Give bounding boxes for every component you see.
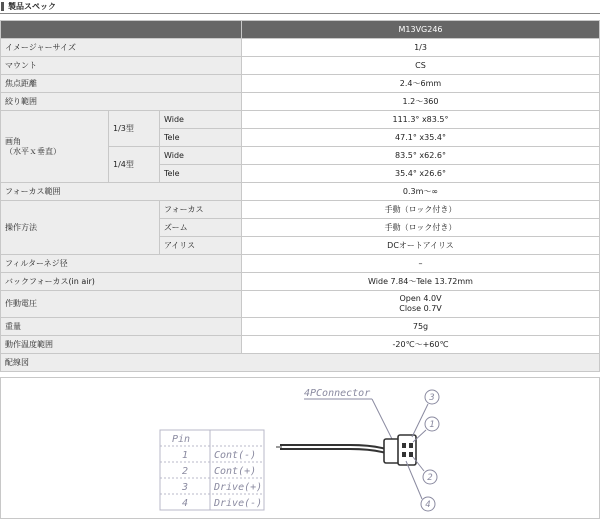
table-row <box>1 57 600 75</box>
wiring-label: 配線図 <box>1 354 600 372</box>
callout-number: 1 <box>429 420 435 430</box>
connector-icon <box>384 435 416 465</box>
row-label: 作動電圧 <box>1 291 242 318</box>
operation-label: 操作方法 <box>1 201 160 255</box>
row-value: 1.2～360 <box>242 93 600 111</box>
table-row <box>1 111 600 129</box>
row-value: 0.3m～∞ <box>242 183 600 201</box>
table-row <box>1 336 600 354</box>
model-name: M13VG246 <box>242 21 600 39</box>
row-label: バックフォーカス(in air) <box>1 273 242 291</box>
table-row <box>1 318 600 336</box>
table-row <box>1 291 600 318</box>
row-value: 2.4～6mm <box>242 75 600 93</box>
section-divider <box>0 13 600 14</box>
section-marker <box>1 2 4 11</box>
table-header-row <box>1 21 600 39</box>
section-header <box>0 0 600 14</box>
voltage-values <box>242 291 600 318</box>
row-value: 111.3° x83.5° <box>242 111 600 129</box>
pin-number: 4 <box>182 498 189 509</box>
voltage-open: Open 4.0V <box>399 294 442 303</box>
table-row <box>1 39 600 57</box>
row-value: – <box>242 255 600 273</box>
wiring-diagram <box>0 377 600 519</box>
zoom-label: ズーム <box>160 219 242 237</box>
row-label: マウント <box>1 57 242 75</box>
row-value: 75g <box>242 318 600 336</box>
tele-label: Tele <box>160 129 242 147</box>
spec-table <box>0 20 600 372</box>
voltage-close: Close 0.7V <box>399 304 442 313</box>
focus-label: フォーカス <box>160 201 242 219</box>
row-value: Wide 7.84～Tele 13.72mm <box>242 273 600 291</box>
row-value: 手動（ロック付き） <box>242 201 600 219</box>
pin-header: Pin <box>172 434 191 445</box>
sensor-1-3: 1/3型 <box>109 111 160 147</box>
pin-number: 3 <box>182 482 189 493</box>
pin-name: Drive(+) <box>214 482 263 493</box>
pin-name: Cont(-) <box>214 450 257 461</box>
angle-label-sub: （水平ｘ垂直） <box>5 146 61 156</box>
row-value: 83.5° x62.6° <box>242 147 600 165</box>
tele-label: Tele <box>160 165 242 183</box>
row-label: 絞り範囲 <box>1 93 242 111</box>
table-row <box>1 183 600 201</box>
section-title: 製品スペック <box>8 2 56 11</box>
table-row <box>1 354 600 372</box>
callout-number: 4 <box>425 500 431 510</box>
row-label: フォーカス範囲 <box>1 183 242 201</box>
pin-name: Cont(+) <box>214 466 257 477</box>
row-value: -20℃～+60℃ <box>242 336 600 354</box>
row-value: 手動（ロック付き） <box>242 219 600 237</box>
table-row <box>1 273 600 291</box>
row-value: 47.1° x35.4° <box>242 129 600 147</box>
row-value: 35.4° x26.6° <box>242 165 600 183</box>
row-value: 1/3 <box>242 39 600 57</box>
header-blank <box>1 21 242 39</box>
callout-number: 2 <box>427 473 433 483</box>
iris-label: アイリス <box>160 237 242 255</box>
row-value: CS <box>242 57 600 75</box>
wide-label: Wide <box>160 111 242 129</box>
table-row <box>1 75 600 93</box>
table-row <box>1 255 600 273</box>
pin-name: Drive(-) <box>214 498 263 509</box>
callout-number: 3 <box>429 393 435 403</box>
wide-label: Wide <box>160 147 242 165</box>
row-label: 動作温度範囲 <box>1 336 242 354</box>
row-label: フィルターネジ径 <box>1 255 242 273</box>
table-row <box>1 201 600 219</box>
table-row <box>1 93 600 111</box>
row-label: 重量 <box>1 318 242 336</box>
row-value: DCオートアイリス <box>242 237 600 255</box>
angle-label <box>1 111 109 183</box>
row-label: 焦点距離 <box>1 75 242 93</box>
pin-number: 1 <box>182 450 189 461</box>
connector-label: 4PConnector <box>304 388 371 399</box>
row-label: イメージャーサイズ <box>1 39 242 57</box>
angle-label-main: 画角 <box>5 136 21 146</box>
pin-number: 2 <box>182 466 189 477</box>
sensor-1-4: 1/4型 <box>109 147 160 183</box>
